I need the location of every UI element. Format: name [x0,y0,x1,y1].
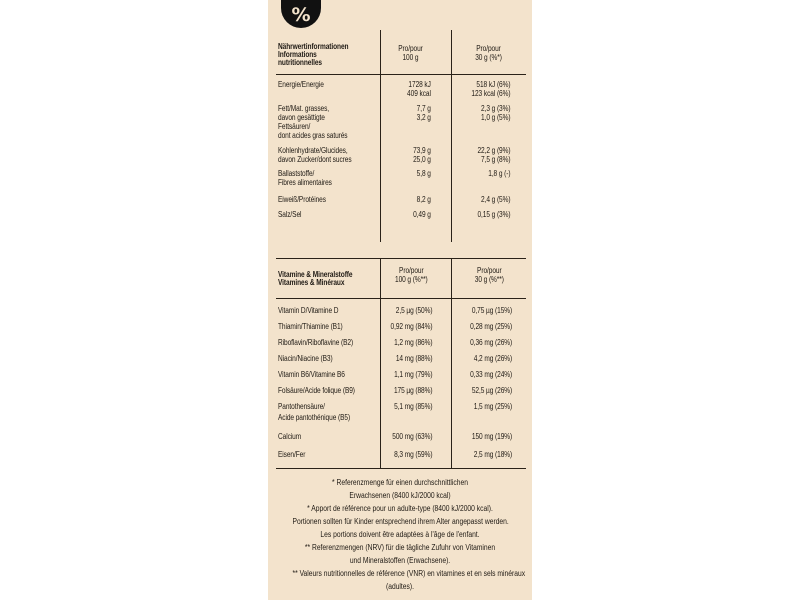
vitamin-value-30g: 0,33 mg (24%) [470,370,513,379]
nutrition-header-label-1: Nährwertinformationen [278,42,349,51]
vitamin-value-30g: 2,5 mg (18%) [473,450,513,459]
vitamin-label: Riboflavin/Riboflavine (B2) [278,338,354,347]
vitamins-header-col1-1: Pro/pour [399,266,424,275]
nutrition-header-col2-2: 30 g (%*) [475,53,502,62]
nutrient-value-30g: 0,15 g (3%) [477,210,511,219]
nutrient-value-100g: 409 kcal [407,89,431,98]
nutrient-label: davon gesättigte [278,113,325,122]
vitamin-label: Niacin/Niacine (B3) [278,354,333,363]
vitamin-label: Pantothensäure/ [278,402,325,411]
footnote-line: ** Referenzmengen (NRV) für die tägliche Zufuhr von Vitaminen [304,543,496,552]
vitamins-header-col1-2: 100 g (%**) [394,275,428,284]
nutrient-value-100g: 5,8 g [416,169,431,178]
vitamins-header-divider [276,298,526,299]
vitamin-value-30g: 0,36 mg (26%) [470,338,513,347]
nutrient-value-100g: 8,2 g [416,195,431,204]
nutrient-value-30g: 2,4 g (5%) [481,195,511,204]
vitamin-label: Thiamin/Thiamine (B1) [278,322,343,331]
footnote-line: Erwachsenen (8400 kJ/2000 kcal) [349,491,451,500]
vitamins-header-label-1: Vitamine & Mineralstoffe [278,270,353,279]
nutrient-value-30g: 518 kJ (6%) [476,80,511,89]
vitamin-value-100g: 1,2 mg (86%) [394,338,433,347]
nutrient-label: Energie/Energie [278,80,324,89]
vitamin-label: Eisen/Fer [278,450,306,459]
nutrient-value-100g: 73,9 g [413,146,431,155]
vitamin-value-30g: 4,2 mg (26%) [473,354,513,363]
nutrition-header-divider [276,74,526,75]
vitamin-value-30g: 0,75 µg (15%) [471,306,513,315]
footnote-line: (adultes). [385,582,415,591]
vitamin-label: Acide pantothénique (B5) [278,413,351,422]
footnote-line: * Referenzmenge für einen durchschnittlichen [332,478,468,487]
vitamin-label: Vitamin B6/Vitamine B6 [278,370,345,379]
nutrient-label: Kohlenhydrate/Glucides, [278,146,348,155]
nutrient-value-30g: 22,2 g (9%) [477,146,511,155]
vitamin-value-30g: 0,28 mg (25%) [470,322,513,331]
nutrient-value-30g: 1,0 g (5%) [481,113,511,122]
nutrient-value-30g: 123 kcal (6%) [471,89,511,98]
nutrient-value-30g: 2,3 g (3%) [481,104,511,113]
vitamin-value-30g: 1,5 mg (25%) [473,402,513,411]
nutrition-header-col2-1: Pro/pour [476,44,501,53]
nutrient-value-30g: 1,8 g (-) [488,169,511,178]
nutrient-value-100g: 0,49 g [413,210,431,219]
vitamin-value-100g: 500 mg (63%) [392,432,433,441]
nutrient-value-100g: 3,2 g [416,113,431,122]
footnote-line: * Apport de référence pour un adulte-type (8400 kJ/2000 kcal). [307,504,493,513]
nutrient-label: Fettsäuren/ [278,122,311,131]
vitamin-value-100g: 2,5 µg (50%) [395,306,433,315]
vitamin-label: Vitamin D/Vitamine D [278,306,339,315]
vitamin-value-100g: 8,3 mg (59%) [394,450,433,459]
nutrition-header-label-2: Informations [278,50,317,59]
vitamins-top-border [276,258,526,259]
nutrient-label: Fett/Mat. grasses, [278,104,330,113]
vitamin-value-100g: 175 µg (88%) [393,386,433,395]
nutrient-label: Salz/Sel [278,210,302,219]
vitamin-value-100g: 0,92 mg (84%) [390,322,433,331]
nutrient-value-100g: 7,7 g [416,104,431,113]
footnote-line: und Mineralstoffen (Erwachsene). [349,556,451,565]
nutrient-label: dont acides gras saturés [278,131,348,140]
nutrient-value-30g: 7,5 g (8%) [481,155,511,164]
percent-icon: % [281,0,321,28]
vitamin-label: Calcium [278,432,302,441]
nutrition-header-label-3: nutritionnelles [278,58,322,67]
vitamin-value-100g: 5,1 mg (85%) [394,402,433,411]
footnote-line: Les portions doivent être adaptées à l'âge de l'enfant. [320,530,480,539]
vitamin-value-30g: 52,5 µg (26%) [471,386,513,395]
vitamin-value-100g: 14 mg (88%) [395,354,433,363]
vitamin-value-100g: 1,1 mg (79%) [394,370,433,379]
nutrition-header-col1-2: 100 g [402,53,419,62]
nutrient-label: Fibres alimentaires [278,178,332,187]
nutrition-header-col1-1: Pro/pour [398,44,423,53]
vitamins-header-label-2: Vitamines & Minéraux [278,278,345,287]
footnote-line: Portionen sollten für Kinder entsprechend ihrem Alter angepasst werden. [292,517,509,526]
vitamins-bottom-border [276,468,526,469]
vitamin-value-30g: 150 mg (19%) [471,432,513,441]
vitamins-col-divider-2 [451,258,452,468]
nutrient-label: davon Zucker/dont sucres [278,155,352,164]
nutrition-panel [268,0,532,600]
footnote-line: ** Valeurs nutritionnelles de référence (VNR) en vitamines et en sels minéraux [292,569,526,578]
nutrient-label: Ballaststoffe/ [278,169,315,178]
vitamin-label: Folsäure/Acide folique (B9) [278,386,355,395]
vitamins-header-col2-2: 30 g (%**) [474,275,504,284]
nutrient-value-100g: 1728 kJ [408,80,431,89]
vitamins-header-col2-1: Pro/pour [477,266,502,275]
nutrient-label: Eiweiß/Protéines [278,195,326,204]
nutrition-col-divider-2 [451,30,452,242]
nutrient-value-100g: 25,0 g [413,155,431,164]
